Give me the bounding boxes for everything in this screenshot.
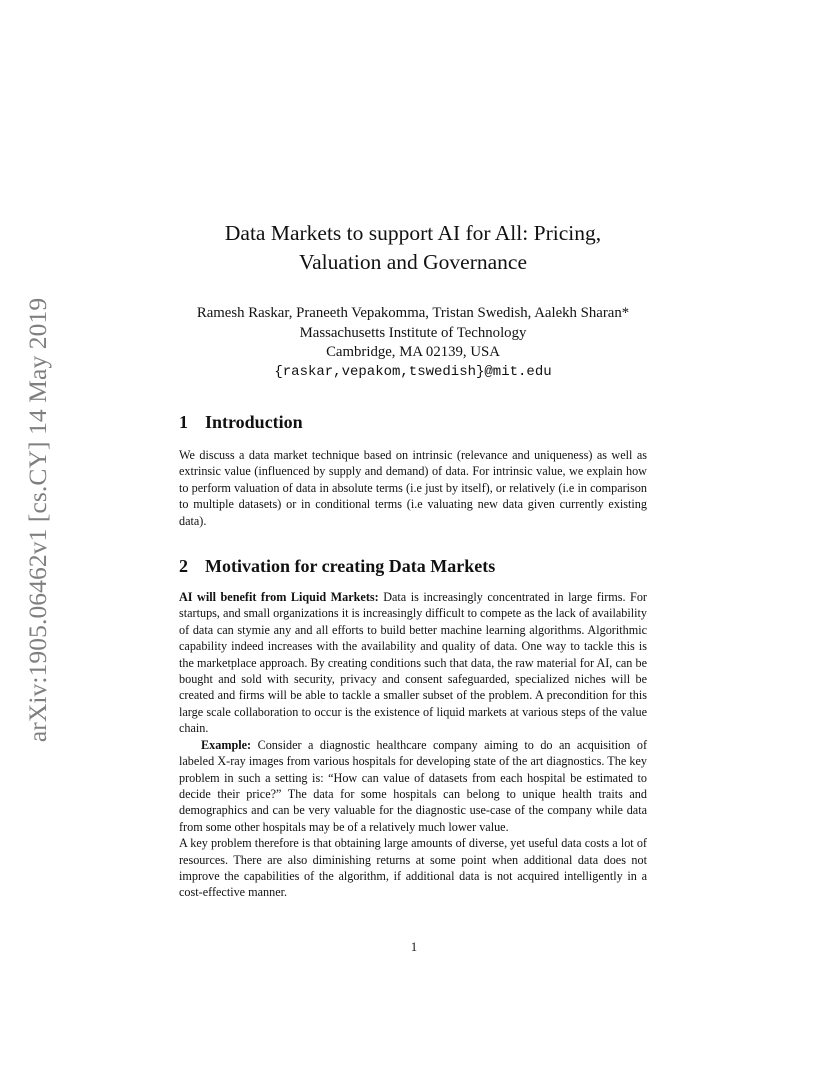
- section-title: Introduction: [205, 412, 303, 432]
- section-title: Motivation for creating Data Markets: [205, 556, 496, 577]
- paragraph-body: Data is increasingly concentrated in large firms. For startups, and small organizations it is increasingly difficult to compete as the lack of availability of data can stymie any and all efforts to build better machine learning algorithms. Algorithmic capability indeed increases with the availability and quality of data. One way to tackle this is the marketplace approach. By creating conditions such that data, the raw material for AI, can be bought and sold with security, privacy and consent safeguarded, specialized niches will be created and firms will be able to tackle a smaller subset of the problem. A precondition for this large scale collaboration to occur is the existence of liquid markets at various steps of the value chain.: [179, 590, 647, 736]
- motivation-paragraph-key-problem: A key problem therefore is that obtaining large amounts of diverse, yet useful data costs a lot of resources. There are also diminishing returns at some point when additional data does not improve the capabilities of the algorithm, if additional data is not acquired intelligently in a cost-effective manner.: [179, 836, 647, 900]
- section-number: 1: [179, 412, 188, 432]
- paragraph-run-in-heading: Example:: [201, 737, 252, 752]
- author-block: [179, 304, 647, 382]
- section-heading-introduction: [179, 412, 647, 433]
- motivation-paragraph-liquid-markets: [179, 589, 647, 737]
- author-affiliation: Massachusetts Institute of Technology: [299, 324, 527, 341]
- paper-title: [179, 219, 647, 277]
- section-heading-motivation: [179, 556, 647, 577]
- page-number: 1: [410, 940, 418, 954]
- motivation-paragraph-example: [179, 737, 647, 835]
- arxiv-identifier-stamp: [18, 280, 58, 760]
- paper-title-line-1: Data Markets to support AI for All: Pricing,: [224, 221, 602, 245]
- paper-page: [179, 219, 647, 901]
- paper-title-line-2: Valuation and Governance: [298, 250, 528, 274]
- author-names: Ramesh Raskar, Praneeth Vepakomma, Tristan Swedish, Aalekh Sharan*: [196, 305, 630, 321]
- section-number: 2: [179, 556, 188, 577]
- arxiv-identifier-text: arXiv:1905.06462v1 [cs.CY] 14 May 2019: [23, 297, 52, 743]
- author-location: Cambridge, MA 02139, USA: [326, 344, 500, 360]
- introduction-paragraph: We discuss a data market technique based on intrinsic (relevance and uniqueness) as well as extrinsic value (influenced by supply and demand) of data. For intrinsic value, we explain how to perform valuation of data in absolute terms (i.e just by itself), or relatively (i.e in comparison to multiple datasets) or in conditional terms (i.e valuating new data given currently existing data).: [179, 448, 647, 528]
- paragraph-body: Consider a diagnostic healthcare company aiming to do an acquisition of labeled X-ray images from various hospitals for developing state of the art diagnostics. The key problem in such a setting is: “How can value of datasets from each hospital be estimated to decide their price?” The data for some hospitals can belong to unique health traits and demographics and can be very valuable for the diagnostic use-case of the company while data from some other hospitals may be of a relatively much lower value.: [179, 737, 647, 834]
- author-email: {raskar,vepakom,tswedish}@mit.edu: [274, 363, 552, 380]
- paragraph-run-in-heading: AI will benefit from Liquid Markets:: [179, 590, 379, 605]
